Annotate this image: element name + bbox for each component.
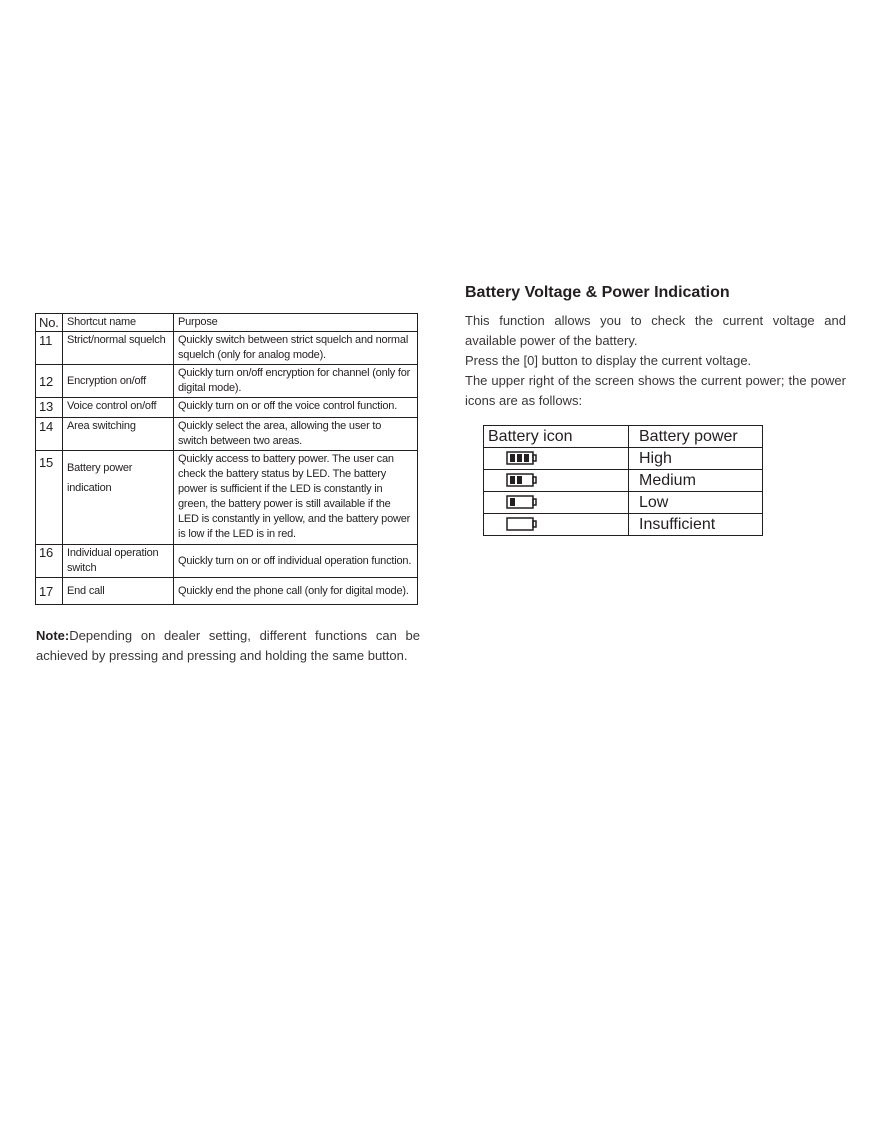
header-battery-icon: Battery icon — [484, 426, 629, 448]
row-number: 11 — [36, 332, 63, 365]
body-paragraph: Press the [0] button to display the current voltage. — [465, 353, 752, 368]
battery-row — [484, 470, 763, 492]
shortcut-table — [35, 313, 418, 605]
note-label: Note: — [36, 628, 70, 643]
header-shortcut-name: Shortcut name — [63, 314, 174, 332]
header-no: No. — [36, 314, 63, 332]
row-shortcut-name: Strict/normal squelch — [63, 332, 174, 365]
row-shortcut-name: Voice control on/off — [63, 398, 174, 418]
row-number: 17 — [36, 578, 63, 605]
battery-power-label: Low — [629, 492, 763, 514]
battery-power-label: Insufficient — [629, 514, 763, 536]
row-purpose: Quickly turn on or off individual operation function. — [174, 545, 418, 578]
row-purpose: Quickly turn on or off the voice control function. — [174, 398, 418, 418]
row-purpose: Quickly select the area, allowing the user to switch between two areas. — [174, 418, 418, 451]
battery-row — [484, 492, 763, 514]
row-number: 13 — [36, 398, 63, 418]
battery-table — [483, 425, 763, 536]
table-row — [36, 418, 418, 451]
row-purpose: Quickly end the phone call (only for digital mode). — [174, 578, 418, 605]
battery-low-icon — [506, 495, 538, 509]
row-purpose: Quickly turn on/off encryption for channel (only for digital mode). — [174, 365, 418, 398]
section-title: Battery Voltage & Power Indication — [465, 284, 730, 301]
row-number: 14 — [36, 418, 63, 451]
table-row — [36, 578, 418, 605]
table-row — [36, 451, 418, 545]
battery-power-label: High — [629, 448, 763, 470]
row-purpose: Quickly switch between strict squelch and normal squelch (only for analog mode). — [174, 332, 418, 365]
row-shortcut-name: Area switching — [63, 418, 174, 451]
table-row — [36, 398, 418, 418]
battery-medium-icon — [506, 473, 538, 487]
row-number: 15 — [36, 451, 63, 545]
table-row — [36, 332, 418, 365]
header-purpose: Purpose — [174, 314, 418, 332]
header-battery-power: Battery power — [629, 426, 763, 448]
battery-row — [484, 448, 763, 470]
battery-empty-icon — [506, 517, 538, 531]
row-purpose: Quickly access to battery power. The user can check the battery status by LED. The battery power is sufficient if the LED is constantly in green, the battery power is still available if the LED is constantly in yellow, and the battery power is low if the LED is in red. — [174, 451, 418, 545]
note-text: Depending on dealer setting, different functions can be achieved by pressing and pressing and holding the same button. — [36, 628, 420, 663]
row-shortcut-name: Individual operation switch — [63, 545, 174, 578]
table-row — [36, 545, 418, 578]
row-number: 16 — [36, 545, 63, 578]
row-shortcut-name: Encryption on/off — [63, 365, 174, 398]
battery-full-icon — [506, 451, 538, 465]
body-paragraph: The upper right of the screen shows the current power; the power icons are as follows: — [465, 373, 846, 408]
battery-row — [484, 514, 763, 536]
battery-power-label: Medium — [629, 470, 763, 492]
table-header-row — [36, 314, 418, 332]
table-row — [36, 365, 418, 398]
section-body — [465, 311, 846, 411]
battery-table-header — [484, 426, 763, 448]
row-number: 12 — [36, 365, 63, 398]
body-paragraph: This function allows you to check the current voltage and available power of the battery. — [465, 313, 846, 348]
row-shortcut-name: End call — [63, 578, 174, 605]
row-shortcut-name: Battery power indication — [63, 451, 174, 545]
note-paragraph — [36, 626, 420, 666]
